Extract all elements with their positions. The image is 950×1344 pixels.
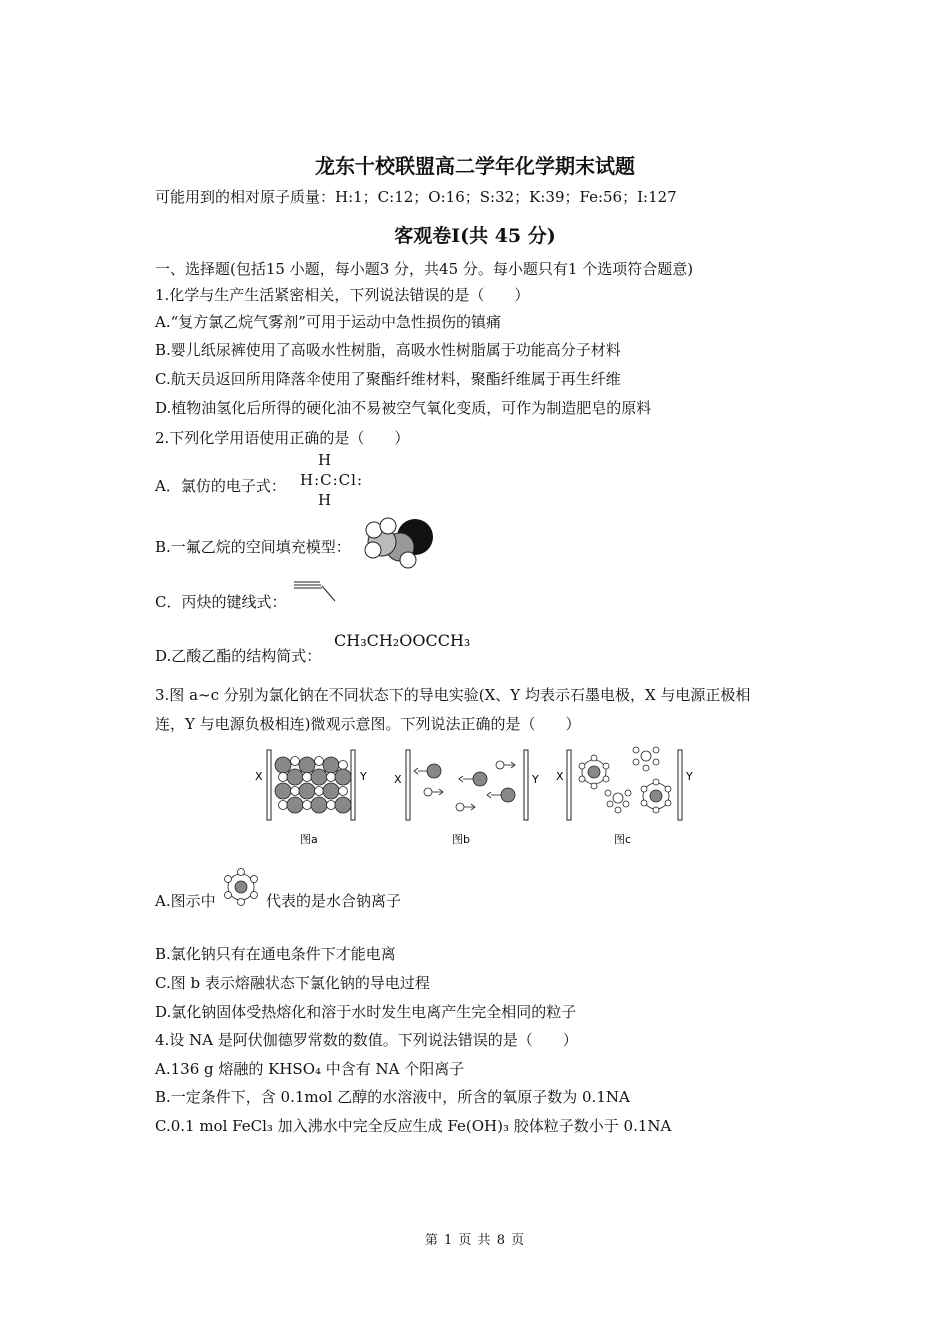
figure-c-nacl-solution bbox=[550, 738, 700, 850]
q3-option-c: C.图 b 表示熔融状态下氯化钠的导电过程 bbox=[155, 974, 430, 992]
page-footer: 第 1 页 共 8 页 bbox=[424, 1233, 526, 1248]
q4-stem: 4.设 NA 是阿伏伽德罗常数的数值。下列说法错误的是（ ） bbox=[155, 1031, 578, 1049]
q3-stem-line2: 连，Y 与电源负极相连)微观示意图。下列说法正确的是（ ） bbox=[155, 715, 581, 733]
atomic-mass-line: 可能用到的相对原子质量：H:1；C:12；O:16；S:32；K:39；Fe:56；I:127 bbox=[155, 188, 677, 206]
propyne-skeletal-formula bbox=[290, 576, 350, 606]
electrode-label-x: X bbox=[394, 773, 402, 786]
figure-b-molten-nacl bbox=[390, 745, 550, 850]
lewis-top-h: H bbox=[318, 451, 332, 469]
lewis-bottom-h: H bbox=[318, 491, 332, 509]
electrode-label-y: Y bbox=[360, 770, 367, 783]
electrode-label-y: Y bbox=[686, 770, 693, 783]
electrode-label-x: X bbox=[556, 770, 564, 783]
q2-option-b: B.一氟乙烷的空间填充模型： bbox=[155, 538, 351, 556]
electrode-label-y: Y bbox=[532, 773, 539, 786]
q2-option-d: D.乙酸乙酯的结构简式： bbox=[155, 647, 322, 665]
q3-stem-line1: 3.图 a~c 分别为氯化钠在不同状态下的导电实验(X、Y 均表示石墨电极，X 与电源正极相 bbox=[155, 686, 751, 704]
instructions: 一、选择题(包括15 小题，每小题3 分，共45 分。每小题只有1 个选项符合题意) bbox=[155, 260, 694, 278]
q4-option-c: C.0.1 mol FeCl₃ 加入沸水中完全反应生成 Fe(OH)₃ 胶体粒子数小于 0.1NA bbox=[155, 1117, 672, 1135]
lewis-middle-row: H:C:Cl: bbox=[300, 471, 363, 489]
figure-b-caption: 图b bbox=[452, 833, 470, 846]
q2-option-c: C．丙炔的键线式： bbox=[155, 593, 287, 611]
figure-a-solid-nacl bbox=[250, 745, 375, 850]
figure-c-caption: 图c bbox=[614, 833, 632, 846]
fluoroethane-space-filling-model bbox=[360, 512, 440, 572]
q2-stem: 2.下列化学用语使用正确的是（ ） bbox=[155, 429, 410, 447]
ethyl-acetate-formula: CH₃CH₂OOCCH₃ bbox=[334, 631, 471, 650]
q2-option-a: A．氯仿的电子式： bbox=[155, 477, 286, 495]
electrode-label-x: X bbox=[255, 770, 263, 783]
q3-option-b: B.氯化钠只有在通电条件下才能电离 bbox=[155, 945, 396, 963]
chloroform-lewis-structure bbox=[296, 450, 366, 510]
figure-a-caption: 图a bbox=[300, 833, 318, 846]
hydrated-ion-icon bbox=[218, 867, 264, 907]
q3-option-a-prefix: A.图示中 bbox=[155, 892, 216, 910]
section-title: 客观卷Ⅰ(共 45 分) bbox=[394, 225, 556, 247]
q1-option-c: C.航天员返回所用降落伞使用了聚酯纤维材料，聚酯纤维属于再生纤维 bbox=[155, 370, 621, 388]
q3-option-d: D.氯化钠固体受热熔化和溶于水时发生电离产生完全相同的粒子 bbox=[155, 1003, 577, 1021]
q3-option-a-suffix: 代表的是水合钠离子 bbox=[266, 892, 402, 910]
q4-option-a: A.136 g 熔融的 KHSO₄ 中含有 NA 个阳离子 bbox=[155, 1060, 465, 1078]
q4-option-b: B.一定条件下，含 0.1mol 乙醇的水溶液中，所含的氧原子数为 0.1NA bbox=[155, 1088, 630, 1106]
q1-stem: 1.化学与生产生活紧密相关，下列说法错误的是（ ） bbox=[155, 286, 530, 304]
q1-option-a: A.“复方氯乙烷气雾剂”可用于运动中急性损伤的镇痛 bbox=[155, 313, 501, 331]
q1-option-b: B.婴儿纸尿裤使用了高吸水性树脂，高吸水性树脂属于功能高分子材料 bbox=[155, 341, 621, 359]
page-title: 龙东十校联盟高二学年化学期末试题 bbox=[315, 154, 635, 178]
q1-option-d: D.植物油氢化后所得的硬化油不易被空气氧化变质，可作为制造肥皂的原料 bbox=[155, 399, 652, 417]
